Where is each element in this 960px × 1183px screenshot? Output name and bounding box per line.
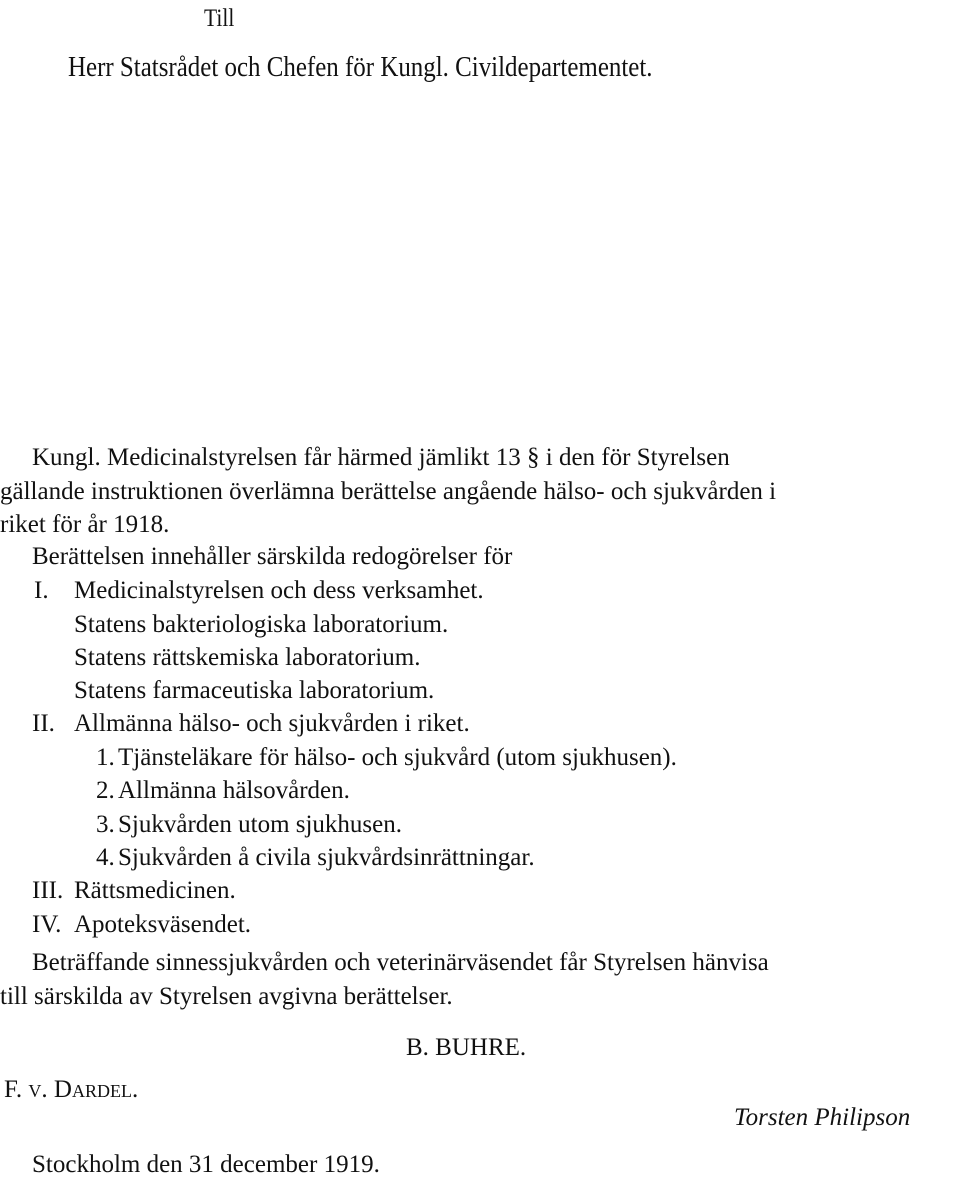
- section-item: Statens rättskemiska laboratorium.: [74, 644, 421, 671]
- subsection-item: Sjukvården å civila sjukvårdsinrättningar.: [118, 844, 535, 871]
- section-item: Statens bakteriologiska laboratorium.: [74, 611, 449, 638]
- signature-primary: B. BUHRE.: [406, 1034, 527, 1061]
- subsection-item: Tjänsteläkare för hälso- och sjukvård (utom sjukhusen).: [118, 744, 677, 771]
- intro-line: Kungl. Medicinalstyrelsen får härmed jämlikt 13 § i den för Styrelsen: [32, 444, 730, 471]
- section-item: Medicinalstyrelsen och dess verksamhet.: [74, 577, 484, 604]
- section-numeral: III.: [32, 877, 64, 904]
- subsection-numeral: 3.: [96, 811, 115, 838]
- subsection-numeral: 1.: [96, 744, 115, 771]
- addressee: Herr Statsrådet och Chefen för Kungl. Civildepartementet.: [68, 51, 653, 83]
- subsection-item: Allmänna hälsovården.: [118, 777, 350, 804]
- section-numeral: I.: [34, 577, 49, 604]
- subsection-item: Sjukvården utom sjukhusen.: [118, 811, 403, 838]
- signature-left: F. v. Dardel.: [4, 1076, 139, 1103]
- closing-line: till särskilda av Styrelsen avgivna berättelser.: [0, 983, 453, 1010]
- section-item: Apoteksväsendet.: [74, 911, 252, 938]
- section-numeral: II.: [32, 710, 55, 737]
- section-item: Allmänna hälso- och sjukvården i riket.: [74, 710, 470, 737]
- closing-line: Beträffande sinnessjukvården och veterinärväsendet får Styrelsen hänvisa: [32, 949, 769, 976]
- dateline: Stockholm den 31 december 1919.: [32, 1151, 380, 1178]
- section-item: Statens farmaceutiska laboratorium.: [74, 677, 435, 704]
- signature-right: Torsten Philipson: [734, 1104, 911, 1131]
- subsection-numeral: 2.: [96, 777, 115, 804]
- contents-intro: Berättelsen innehåller särskilda redogörelser för: [32, 543, 513, 570]
- section-item: Rättsmedicinen.: [74, 877, 236, 904]
- section-numeral: IV.: [32, 911, 62, 938]
- salutation-till: Till: [204, 5, 235, 32]
- intro-line: riket för år 1918.: [0, 511, 170, 538]
- subsection-numeral: 4.: [96, 844, 115, 871]
- intro-line: gällande instruktionen överlämna berättelse angående hälso- och sjukvården i: [0, 478, 777, 505]
